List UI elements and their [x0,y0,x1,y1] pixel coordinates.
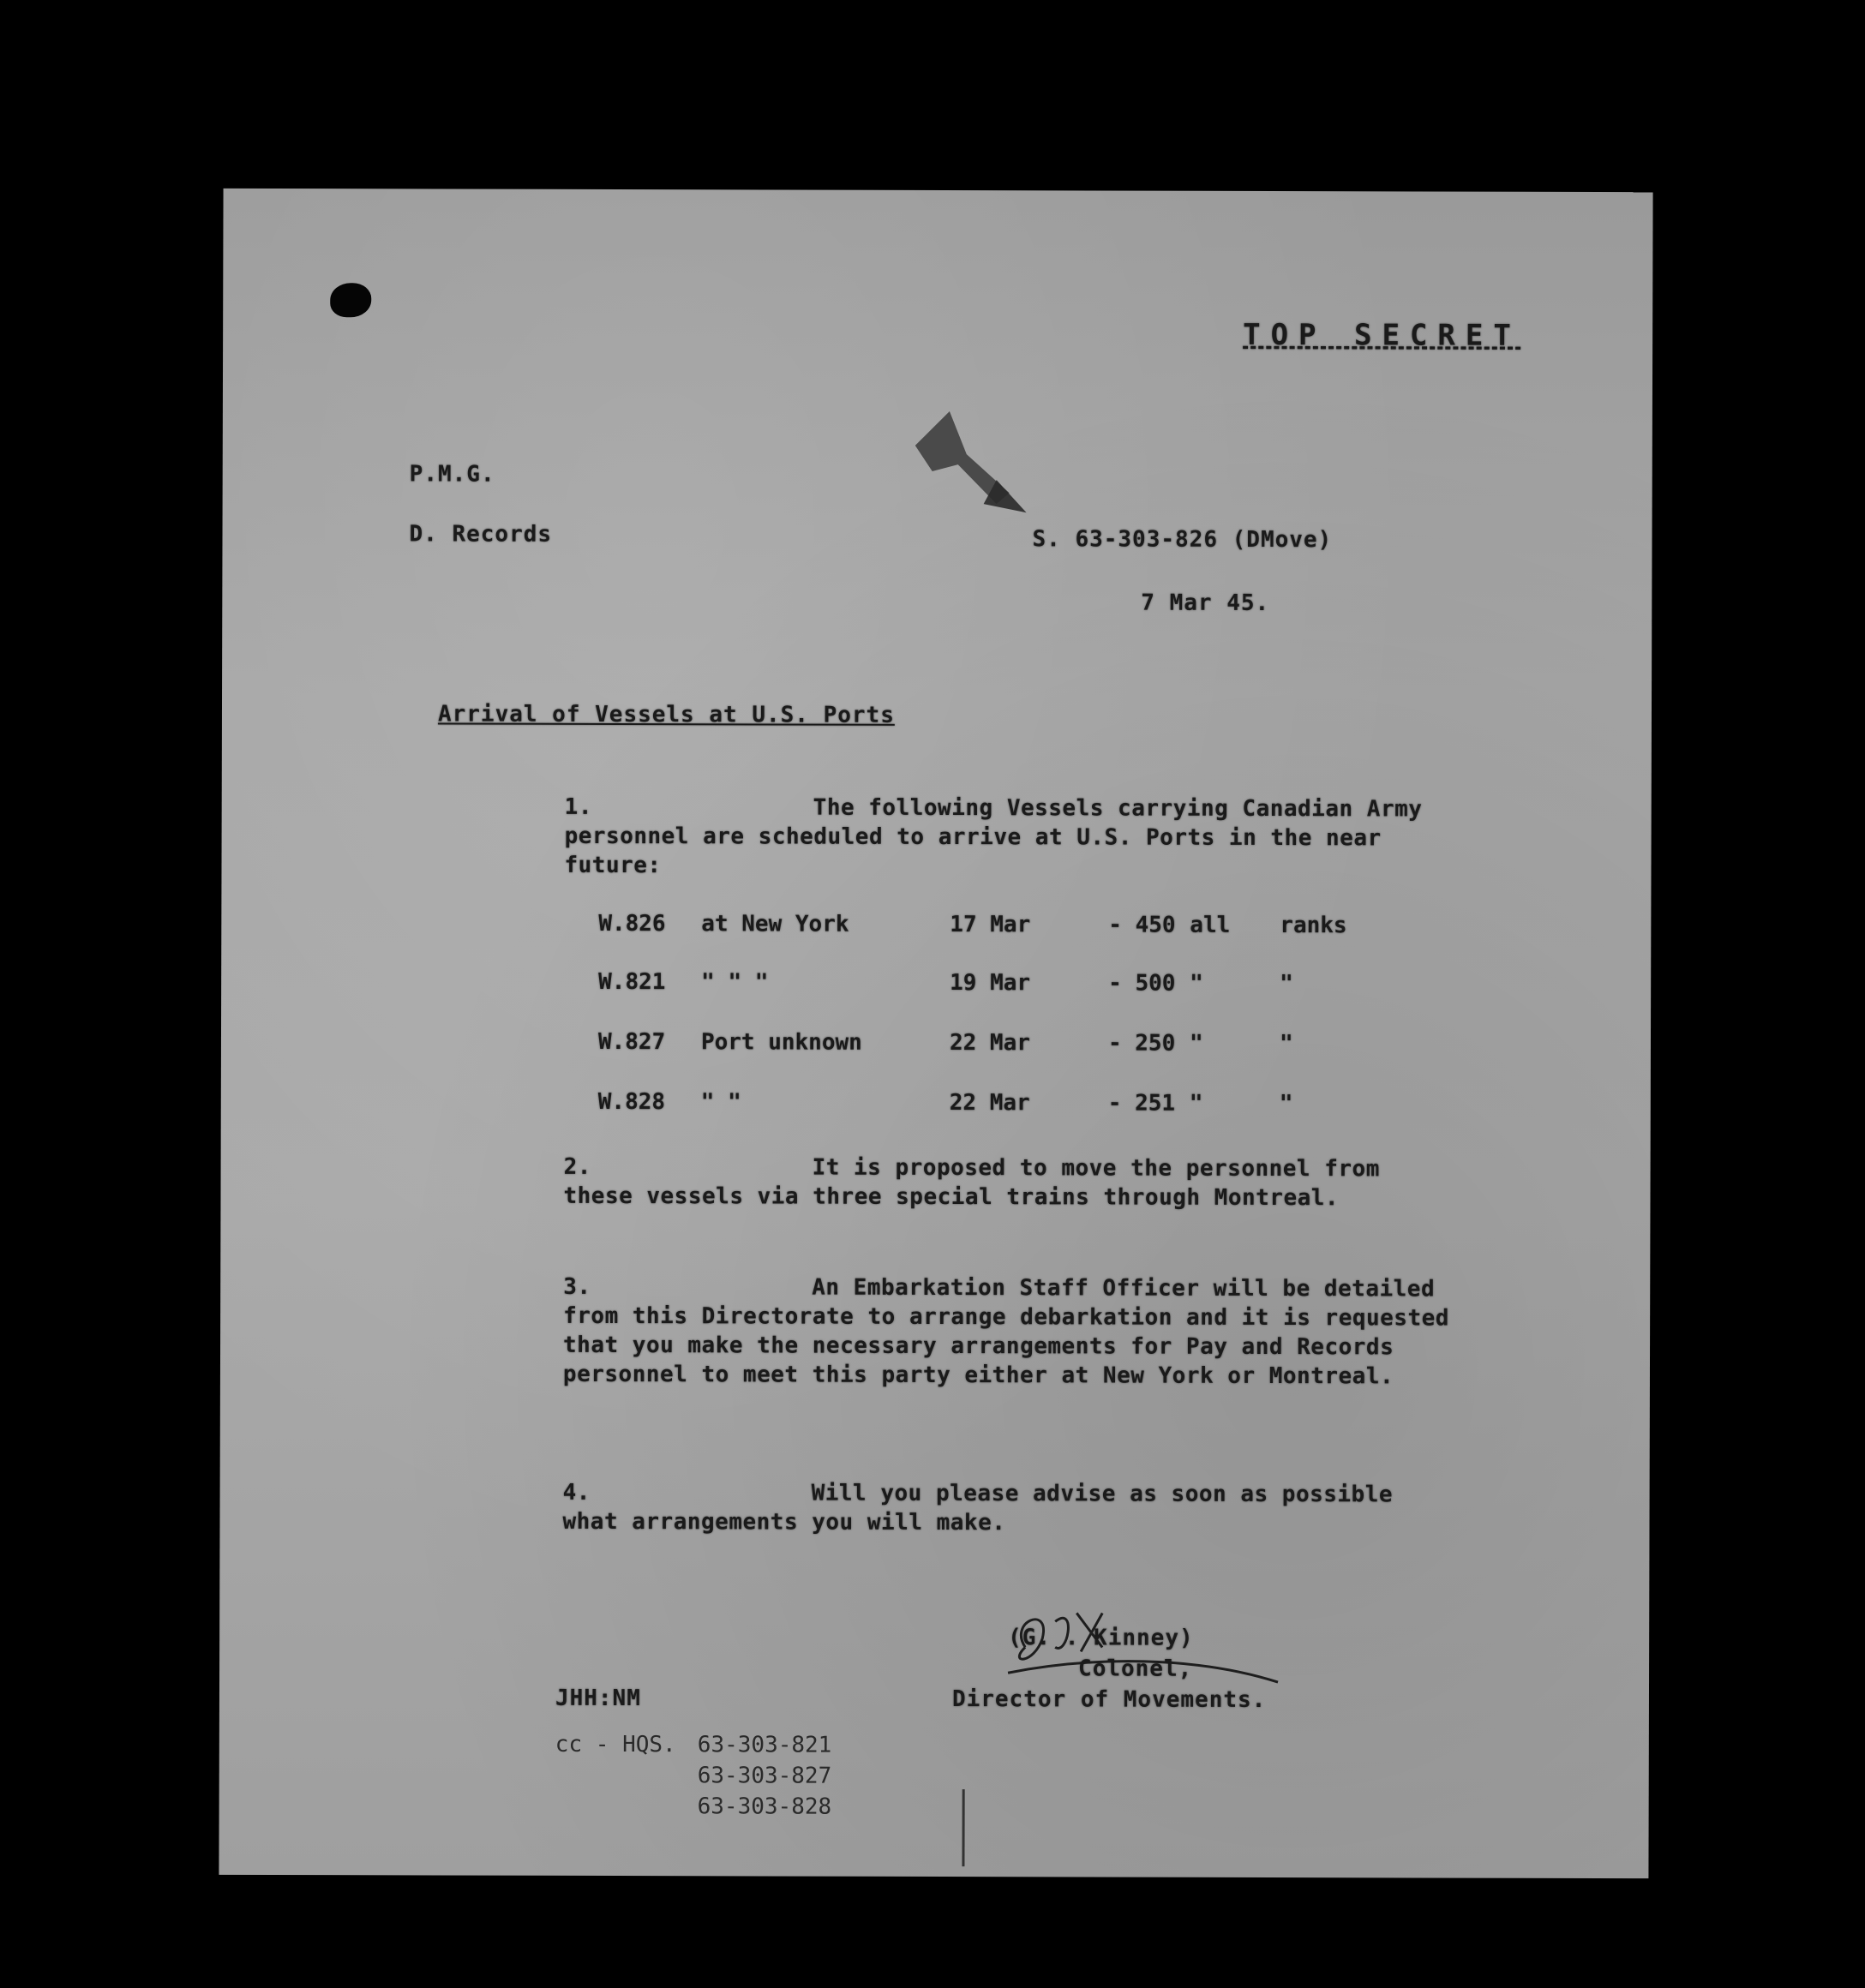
vessel-ranks-b: " [1279,1091,1293,1117]
paragraph-text: The following Vessels carrying Canadian Army personnel are scheduled to arrive at U.S. Ports in the near future: [564,794,1423,879]
classification-stamp: TOP SECRET [1243,317,1521,353]
subject-line: Arrival of Vessels at U.S. Ports [437,701,895,728]
paragraph-number: 2. [563,1153,591,1180]
document-page [219,189,1652,1878]
vessel-port: " " [700,1089,741,1116]
vessel-id: W.828 [597,1088,666,1116]
vessel-date: 19 Mar [950,970,1031,997]
document-date: 7 Mar 45. [1141,590,1270,617]
signature-name: (G. . Kinney) [1008,1625,1194,1651]
vessel-ranks-a: " [1190,970,1203,997]
vessel-port: " " " [701,969,769,996]
paragraph-2 [563,1153,1454,1213]
cc-label: cc - HQS. [555,1731,676,1758]
cc-reference: 63-303-828 [697,1793,832,1820]
vessel-ranks-a: " [1189,1030,1203,1057]
file-reference: S. 63-303-826 (DMove) [1032,526,1333,554]
signature-title: Director of Movements. [951,1686,1267,1714]
paragraph-number: 4. [562,1479,591,1506]
paragraph-number: 3. [563,1273,591,1300]
vessel-port: Port unknown [700,1029,862,1056]
paragraph-text: Will you please advise as soon as possible what arrangements you will make. [562,1480,1394,1536]
cc-reference: 63-303-827 [697,1763,832,1789]
vessel-port: at New York [701,911,849,937]
paragraph-text: An Embarkation Staff Officer will be detailed from this Directorate to arrange debarkation and it is requested that you make the necessary arrangements for Pay and Records personnel to meet this party either at New York or Montreal. [562,1274,1449,1390]
vessel-ranks-b: ranks [1280,913,1347,939]
paragraph-3 [563,1272,1454,1392]
punch-hole [330,283,371,317]
vessel-count: - 500 [1108,970,1176,997]
addressee-line-1: P.M.G. [409,461,495,488]
vessel-date: 17 Mar [950,912,1031,938]
paragraph-number: 1. [564,793,593,820]
vessel-count: - 251 [1107,1090,1176,1117]
vessel-id: W.821 [598,968,666,996]
addressee-line-2: D. Records [409,521,553,548]
arrow-mark-icon [915,411,1044,514]
vessel-date: 22 Mar [949,1090,1030,1117]
typist-initials: JHH:NM [555,1685,641,1712]
vessel-ranks-a: all [1190,912,1231,938]
pencil-mark [962,1789,964,1866]
vessel-ranks-b: " [1280,971,1293,997]
vessel-id: W.827 [597,1028,666,1056]
vessel-id: W.826 [598,910,666,937]
vessel-count: - 250 [1107,1030,1176,1057]
cc-reference: 63-303-821 [697,1732,832,1758]
vessel-ranks-b: " [1279,1031,1293,1057]
vessel-date: 22 Mar [949,1030,1030,1057]
paragraph-1 [564,793,1455,883]
paragraph-text: It is proposed to move the personnel from these vessels via three special trains through Montreal. [563,1154,1380,1212]
signature-rank: Colonel, [1078,1656,1193,1682]
paragraph-4 [562,1478,1454,1539]
vessel-ranks-a: " [1189,1090,1203,1117]
vessel-count: - 450 [1108,912,1176,938]
